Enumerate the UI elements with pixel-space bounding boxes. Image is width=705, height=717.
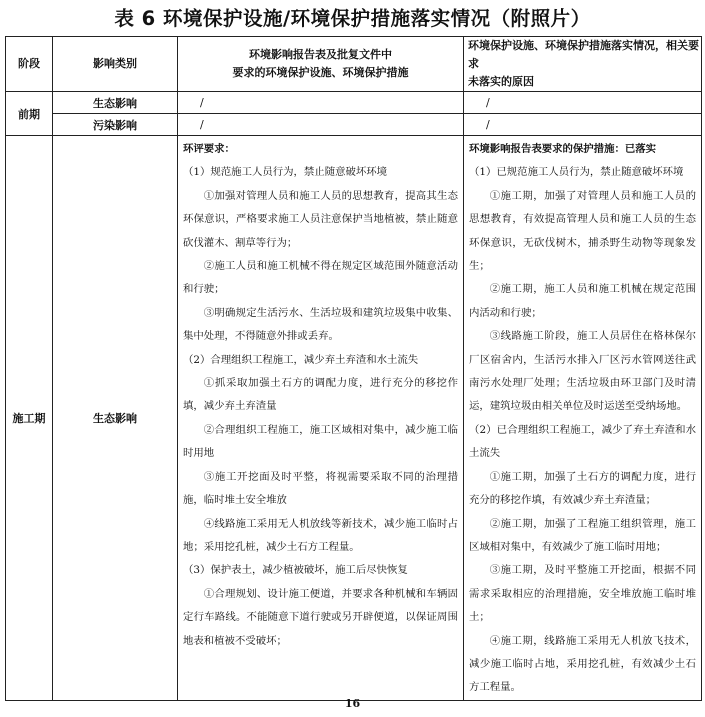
paragraph: ①施工期，加强了对管理人员和施工人员的思想教育，有效提高管理人员和施工人员的生态环保意识，无砍伐树木，捕杀野生动物等现象发生； [469, 189, 696, 273]
paragraph: （3）保护表土，减少植被破坏，施工后尽快恢复 [183, 564, 408, 577]
paragraph: ①加强对管理人员和施工人员的思想教育，提高其生态环保意识，严格要求施工人员注意保护当地植被，禁止随意砍伐灌木、割草等行为； [183, 189, 458, 249]
implementation-cell: / [464, 114, 702, 136]
table-row-preliminary-pollution [6, 114, 702, 136]
header-impact-type: 影响类别 [53, 37, 178, 92]
header-implementation-line2: 未落实的原因 [468, 75, 534, 88]
paragraph: ①合理规划、设计施工便道，并要求各种机械和车辆固定行车路线。不能随意下道行驶或另开辟便道，以保证周围地表和植被不受破坏； [183, 587, 458, 647]
header-stage: 阶段 [6, 37, 53, 92]
paragraph: （1）规范施工人员行为，禁止随意破坏环境 [183, 166, 388, 179]
paragraph: 环评要求： [183, 143, 235, 155]
paragraph: ③施工开挖面及时平整，将视需要采取不同的治理措施，临时堆土安全堆放 [183, 470, 458, 507]
header-requirements [178, 37, 464, 92]
paragraph: ②施工人员和施工机械不得在规定区域范围外随意活动和行驶； [183, 260, 458, 296]
paragraph: ②合理组织工程施工，施工区域相对集中，减少施工临时用地 [183, 423, 458, 460]
table-row-preliminary-ecological [6, 92, 702, 114]
paragraph: （1）已规范施工人员行为，禁止随意破坏环境 [469, 166, 684, 179]
requirement-cell: / [178, 114, 464, 136]
impact-cell-construction-ecological: 生态影响 [53, 136, 178, 701]
stage-cell-preliminary: 前期 [6, 92, 53, 136]
header-requirements-line2: 要求的环境保护设施、环境保护措施 [232, 66, 409, 79]
requirement-cell: / [178, 92, 464, 114]
paragraph: （2）合理组织工程施工，减少弃土弃渣和水土流失 [183, 353, 419, 366]
paragraph: ③明确规定生活污水、生活垃圾和建筑垃圾集中收集、集中处理，不得随意外排或丢弃。 [183, 306, 458, 343]
paragraph: ②施工期，施工人员和施工机械在规定范围内活动和行驶； [469, 283, 696, 319]
header-row [6, 37, 702, 92]
paragraph: ③施工期，及时平整施工开挖面，根据不同需求采取相应的治理措施，安全堆放施工临时堆土； [469, 564, 696, 624]
paragraph: ④线路施工采用无人机放线等新技术，减少施工临时占地；采用挖孔桩，减少土石方工程量。 [183, 517, 458, 553]
table-row-construction [6, 136, 702, 701]
impact-cell-ecological: 生态影响 [53, 92, 178, 114]
paragraph: ②施工期，加强了工程施工组织管理，施工区域相对集中，有效减少了施工临时用地； [469, 517, 696, 553]
paragraph: 环境影响报告表要求的保护措施：已落实 [469, 143, 657, 155]
paragraph: （2）已合理组织工程施工，减少了弃土弃渣和水土流失 [469, 423, 696, 460]
table-title: 表 6 环境保护设施/环境保护措施落实情况（附照片） [114, 7, 591, 30]
paragraph: ①施工期，加强了土石方的调配力度，进行充分的移挖作填，有效减少弃土弃渣量； [469, 470, 696, 507]
page-number: 16 [344, 697, 361, 710]
header-requirements-line1: 环境影响报告表及批复文件中 [249, 48, 392, 61]
implementation-text-cell [464, 136, 702, 701]
header-implementation-line1: 环境保护设施、环境保护措施落实情况，相关要求 [468, 39, 699, 70]
environmental-measures-table [5, 36, 702, 701]
stage-cell-construction: 施工期 [6, 136, 53, 701]
paragraph: ④施工期，线路施工采用无人机放飞技术，减少施工临时占地，采用挖孔桩，有效减少土石方工程量。 [469, 634, 696, 694]
requirements-text-cell [178, 136, 464, 701]
paragraph: ①抓采取加强土石方的调配力度，进行充分的移挖作填，减少弃土弃渣量 [183, 377, 458, 413]
header-implementation [464, 37, 702, 92]
impact-cell-pollution: 污染影响 [53, 114, 178, 136]
implementation-cell: / [464, 92, 702, 114]
paragraph: ③线路施工阶段，施工人员居住在格林保尔厂区宿舍内，生活污水排入厂区污水管网送往武南污水处理厂处理；生活垃圾由环卫部门及时清运，建筑垃圾由相关单位及时运送至受纳场地。 [469, 330, 696, 413]
